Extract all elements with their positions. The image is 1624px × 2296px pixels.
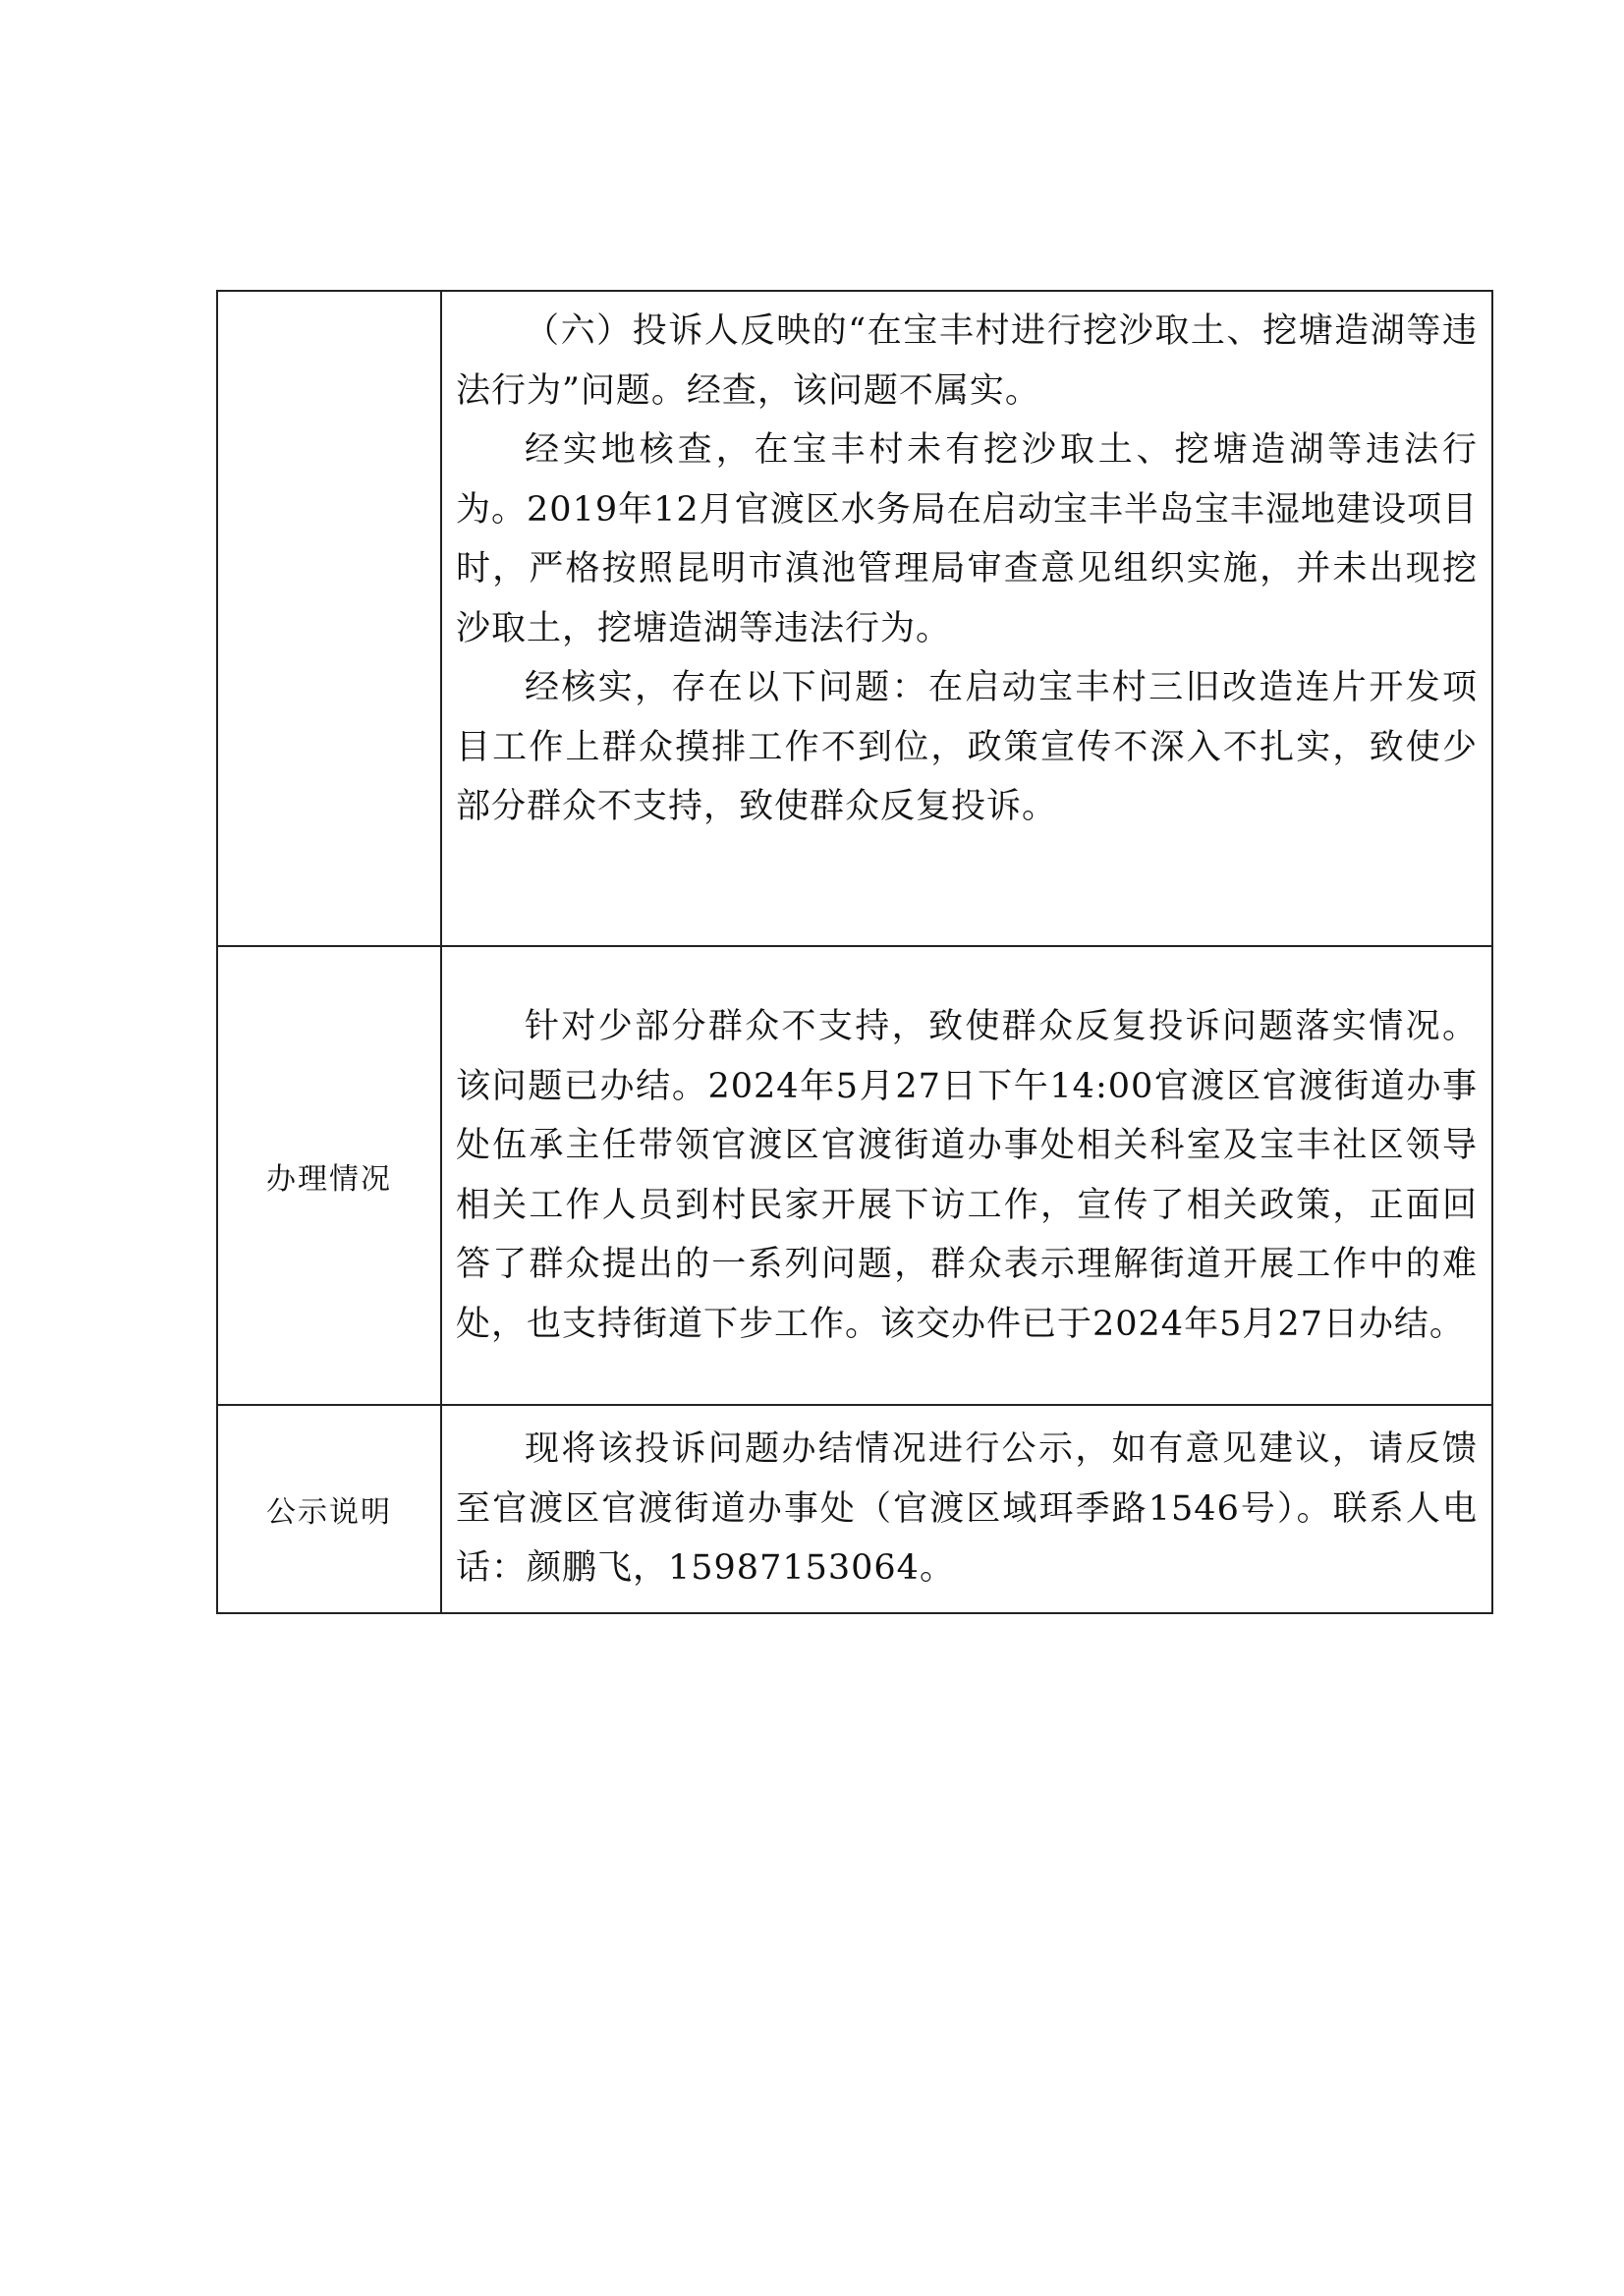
table-row [217,946,1492,1405]
paragraph: 针对少部分群众不支持，致使群众反复投诉问题落实情况。该问题已办结。2024年5月27日下午14:00官渡区官渡街道办事处伍承主任带领官渡区官渡街道办事处相关科室及宝丰社区领导相关工作人员到村民家开展下访工作，宣传了相关政策，正面回答了群众提出的一系列问题，群众表示理解街道开展工作中的难处，也支持街道下步工作。该交办件已于2024年5月27日办结。 [456,1007,1478,1344]
row-label [217,291,441,946]
document-table [216,290,1493,1614]
paragraph: 经核实，存在以下问题：在启动宝丰村三旧改造连片开发项目工作上群众摸排工作不到位，政策宣传不深入不扎实，致使少部分群众不支持，致使群众反复投诉。 [456,668,1478,826]
paragraph: 现将该投诉问题办结情况进行公示，如有意见建议，请反馈至官渡区官渡街道办事处（官渡区域珥季路1546号）。联系人电话：颜鹏飞，15987153064。 [456,1429,1478,1589]
row-label-public-notice: 公示说明 [217,1405,441,1613]
row-label-handling-status: 办理情况 [217,946,441,1405]
table-row [217,1405,1492,1613]
row-content [441,291,1492,946]
table-row [217,291,1492,946]
paragraph: （六）投诉人反映的“在宝丰村进行挖沙取土、挖塘造湖等违法行为”问题。经查，该问题不属实。 [456,311,1478,411]
paragraph: 经实地核查，在宝丰村未有挖沙取土、挖塘造湖等违法行为。2019年12月官渡区水务局在启动宝丰半岛宝丰湿地建设项目时，严格按照昆明市滇池管理局审查意见组织实施，并未出现挖沙取土，挖塘造湖等违法行为。 [456,430,1478,648]
row-content [441,946,1492,1405]
row-content [441,1405,1492,1613]
